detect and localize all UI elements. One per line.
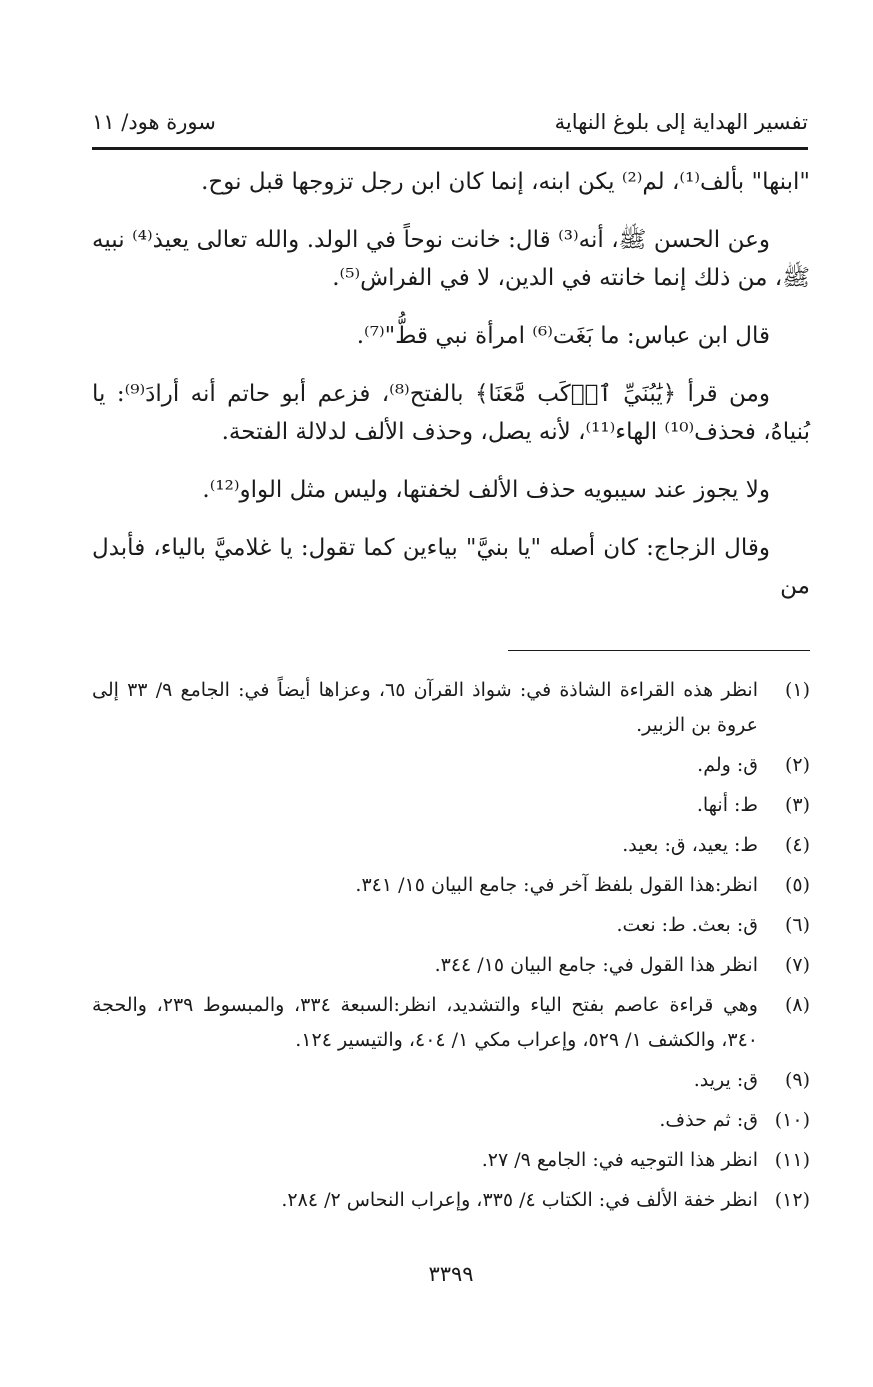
footnote-item (92, 1143, 810, 1178)
paragraph: وقال الزجاج: كان أصله "يا بنيَّ" بياءين كما تقول: يا غلاميَّ بالياء، فأبدل من (92, 535, 810, 599)
footnote-text: انظر هذه القراءة الشاذة في: شواذ القرآن ٦٥، وعزاها أيضاً في: الجامع ٩/ ٣٣ إلى عروة بن الزبير. (92, 679, 758, 736)
paragraph: وعن الحسن ﷺ، أنه⁽³⁾ قال: خانت نوحاً في الولد. والله تعالى يعيذ⁽⁴⁾ نبيه ﷺ، من ذلك إنما خانته في الدين، لا في الفراش⁽⁵⁾. (92, 227, 810, 291)
footnote-item (92, 748, 810, 783)
footnote-text: ق: بعث. ط: نعت. (616, 914, 758, 936)
paragraph: قال ابن عباس: ما بَغَت⁽⁶⁾ امرأة نبي قطُّ"⁽⁷⁾. (356, 323, 770, 349)
footnote-text: انظر:هذا القول بلفظ آخر في: جامع البيان ١٥/ ٣٤١. (355, 874, 758, 896)
footnote-item (92, 788, 810, 823)
paragraph: ومن قرأ ﴿يَٰبُنَيِّ ٱرۡكَب مَّعَنَا﴾ بالفتح⁽⁸⁾، فزعم أبو حاتم أنه أرادَ⁽⁹⁾: يا بُنياهُ، فحذف⁽¹⁰⁾ الهاء⁽¹¹⁾، لأنه يصل، وحذف الألف لدلالة الفتحة. (92, 381, 810, 445)
footnote-number: (١) (784, 679, 810, 701)
footnote-item (92, 1103, 810, 1138)
footnote-item (92, 1183, 810, 1218)
footnote-text: ق: يريد. (693, 1069, 758, 1091)
paragraph: ولا يجوز عند سيبويه حذف الألف لخفتها، وليس مثل الواو⁽¹²⁾. (202, 477, 770, 503)
footnote-number: (٧) (784, 954, 810, 976)
footnote-item (92, 948, 810, 983)
footnote-number: (١٢) (774, 1189, 810, 1211)
main-text (92, 163, 810, 625)
footnote-divider (508, 650, 810, 651)
paragraph: "ابنها" بألف⁽¹⁾، لم⁽²⁾ يكن ابنه، إنما كان ابن رجل تزوجها قبل نوح. (201, 169, 810, 195)
footnote-text: انظر خفة الألف في: الكتاب ٤/ ٣٣٥، وإعراب النحاس ٢/ ٢٨٤. (281, 1189, 758, 1211)
running-header (92, 104, 808, 144)
page-number: ٣٣٩٩ (428, 1262, 474, 1286)
footnote-text: ط: أنها. (696, 794, 758, 816)
footnote-number: (١١) (774, 1149, 810, 1171)
footnote-number: (٨) (784, 994, 810, 1016)
footnote-text: ق: ثم حذف. (659, 1109, 758, 1131)
footnote-number: (٥) (784, 874, 810, 896)
footnote-number: (٦) (784, 914, 810, 936)
footnote-item (92, 673, 810, 743)
surah-reference: سورة هود/ ١١ (92, 110, 216, 134)
footnote-text: انظر هذا التوجيه في: الجامع ٩/ ٢٧. (481, 1149, 758, 1171)
footnotes (92, 673, 810, 1223)
footnote-number: (٣) (784, 794, 810, 816)
footnote-number: (٤) (784, 834, 810, 856)
header-divider (92, 147, 808, 150)
book-title: تفسير الهداية إلى بلوغ النهاية (554, 110, 808, 134)
footnote-number: (١٠) (774, 1109, 810, 1131)
footnote-item (92, 908, 810, 943)
footnote-text: ط: يعيد، ق: بعيد. (622, 834, 758, 856)
footnote-text: ق: ولم. (697, 754, 758, 776)
footnote-item (92, 828, 810, 863)
footnote-item (92, 868, 810, 903)
footnote-item (92, 1063, 810, 1098)
footnote-text: انظر هذا القول في: جامع البيان ١٥/ ٣٤٤. (434, 954, 758, 976)
footnote-item (92, 988, 810, 1058)
footnote-number: (٢) (784, 754, 810, 776)
footnote-number: (٩) (784, 1069, 810, 1091)
footnote-text: وهي قراءة عاصم بفتح الياء والتشديد، انظر:السبعة ٣٣٤، والمبسوط ٢٣٩، والحجة ٣٤٠، والكشف ١/ ٥٢٩، وإعراب مكي ١/ ٤٠٤، والتيسير ١٢٤. (92, 994, 758, 1051)
